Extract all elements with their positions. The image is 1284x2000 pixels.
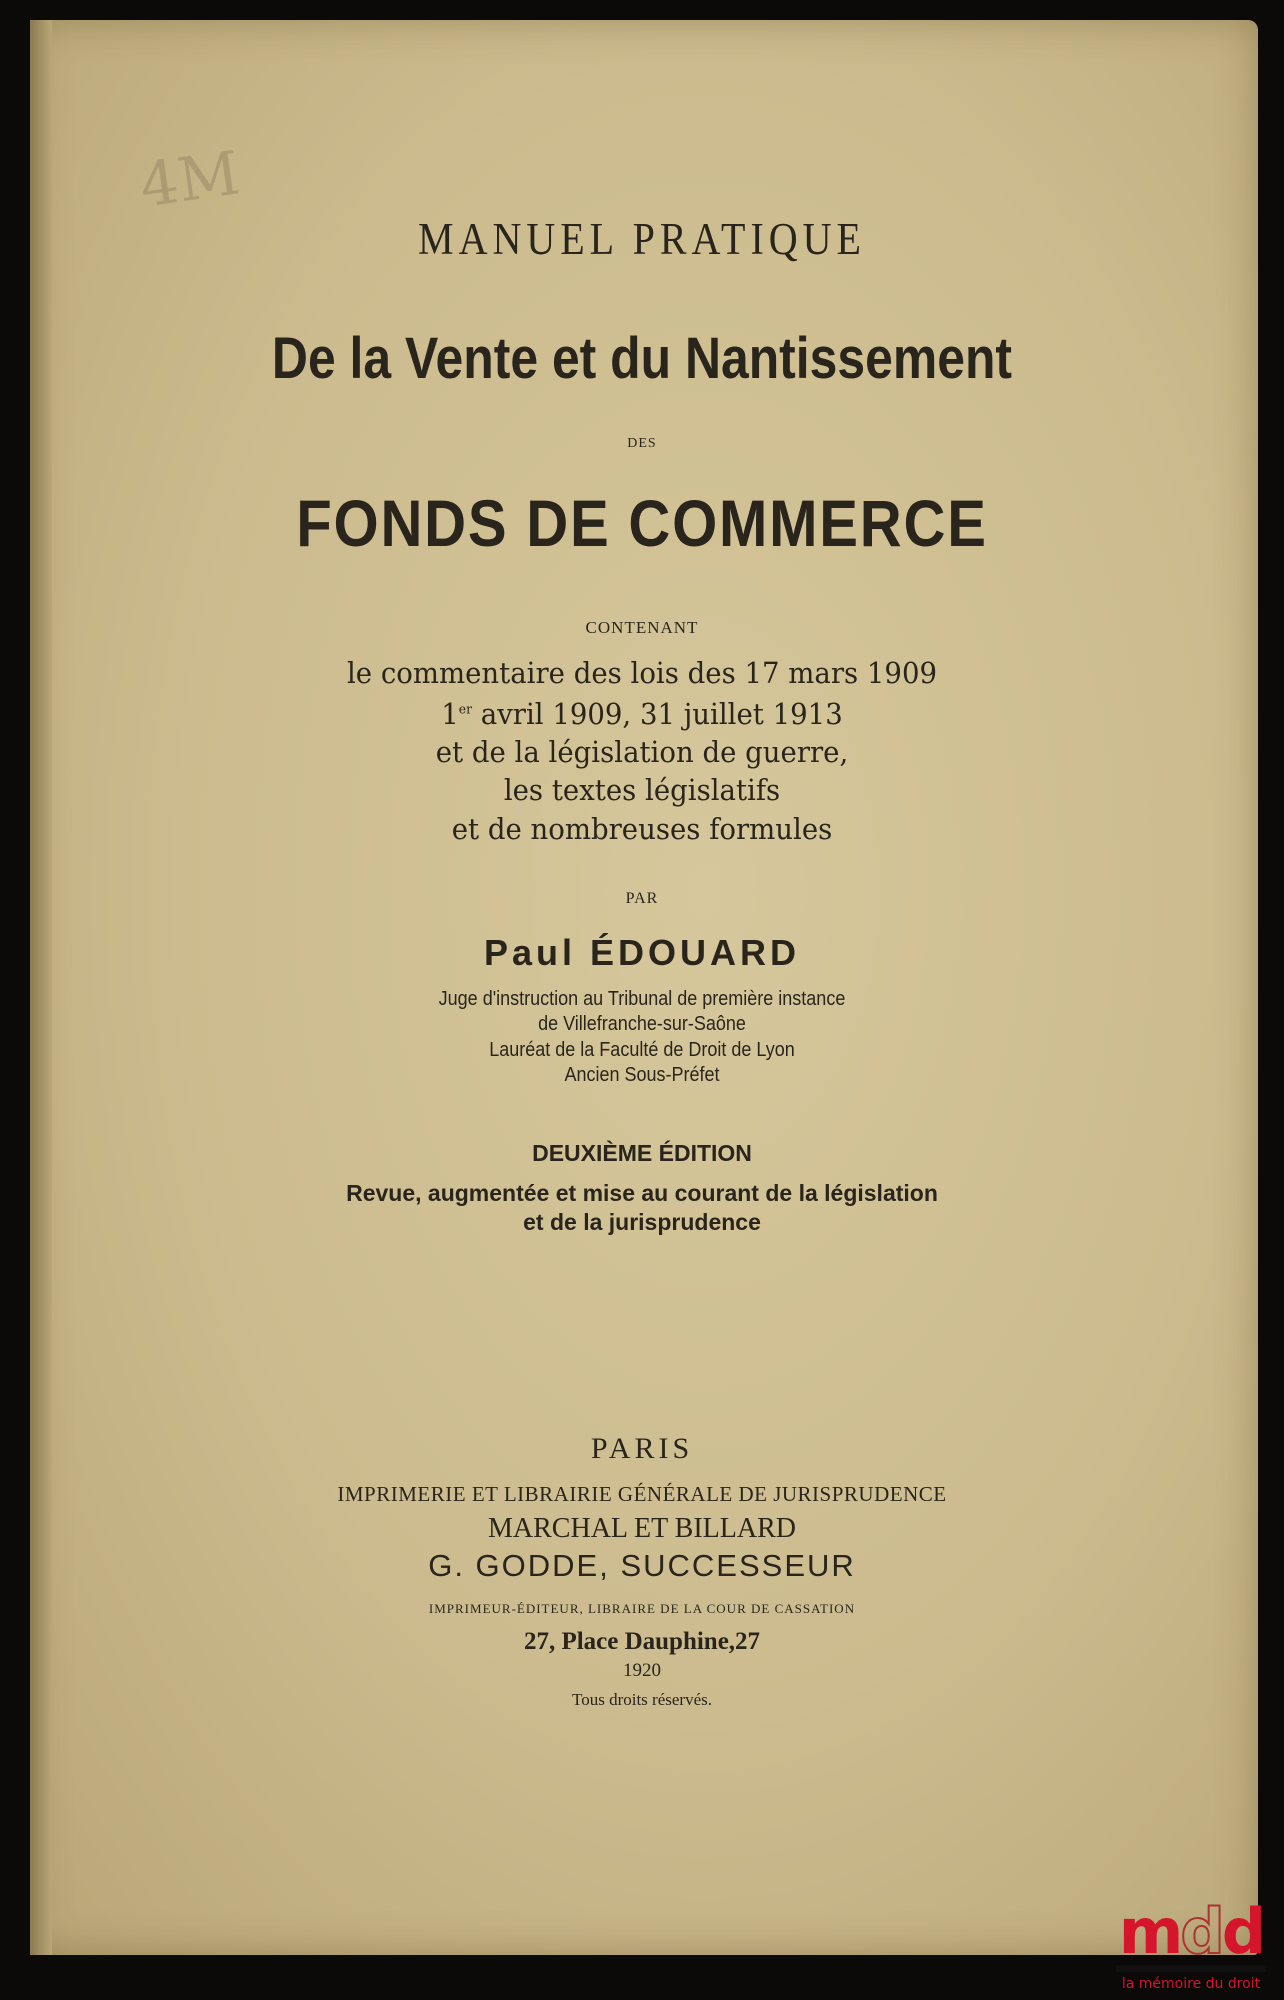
ordinal-number: 1 [441, 697, 459, 731]
logo-mark [1106, 1895, 1276, 1968]
edition-note: et de la jurisprudence [523, 1209, 761, 1235]
author-credential: Juge d'instruction au Tribunal de première instance [438, 988, 846, 1010]
book-title: De la Vente et du Nantissement [271, 326, 1013, 391]
contents-line-text: avril 1909, 31 juillet 1913 [480, 697, 843, 731]
author-credential: de Villefranche-sur-Saône [538, 1013, 746, 1035]
logo-letter: d [1221, 1895, 1264, 1968]
contents-line: et de nombreuses formules [451, 812, 833, 846]
publisher-address: 27, Place Dauphine,27 [523, 1628, 761, 1655]
contents-label: CONTENANT [585, 618, 699, 637]
edition: DEUXIÈME ÉDITION [532, 1140, 752, 1166]
publisher-name: MARCHAL ET BILLARD [488, 1513, 796, 1544]
contents-line: le commentaire des lois des 17 mars 1909 [346, 656, 938, 690]
publisher-line: IMPRIMERIE ET LIBRAIRIE GÉNÉRALE DE JURISPRUDENCE [337, 1482, 947, 1506]
contents-line: et de la législation de guerre, [435, 735, 849, 769]
publication-city: PARIS [590, 1432, 694, 1465]
title-connector: DES [627, 436, 657, 451]
publication-year: 1920 [623, 1660, 661, 1681]
logo-letter: d [1180, 1895, 1222, 1968]
series-title: MANUEL PRATIQUE [418, 212, 866, 265]
author-name: Paul ÉDOUARD [483, 932, 801, 973]
contents-line: les textes législatifs [503, 773, 781, 807]
main-title: FONDS DE COMMERCE [296, 486, 988, 560]
logo-tagline: la mémoire du droit [1121, 1976, 1261, 1992]
printer-line: IMPRIMEUR-ÉDITEUR, LIBRAIRE DE LA COUR DE CASSATION [428, 1601, 856, 1616]
author-credential: Ancien Sous-Préfet [564, 1064, 720, 1086]
rights-notice: Tous droits réservés. [572, 1690, 712, 1709]
author-credential: Lauréat de la Faculté de Droit de Lyon [489, 1039, 795, 1061]
publisher-successor: G. GODDE, SUCCESSEUR [428, 1548, 856, 1583]
mdd-watermark-logo [1106, 1895, 1276, 1992]
logo-letter: m [1118, 1895, 1181, 1968]
edition-note: Revue, augmentée et mise au courant de la législation [346, 1180, 938, 1206]
by-label: PAR [625, 890, 659, 907]
contents-line [32, 697, 1252, 731]
ordinal-suffix: er [458, 702, 473, 718]
handwritten-mark: 4M [135, 138, 244, 222]
